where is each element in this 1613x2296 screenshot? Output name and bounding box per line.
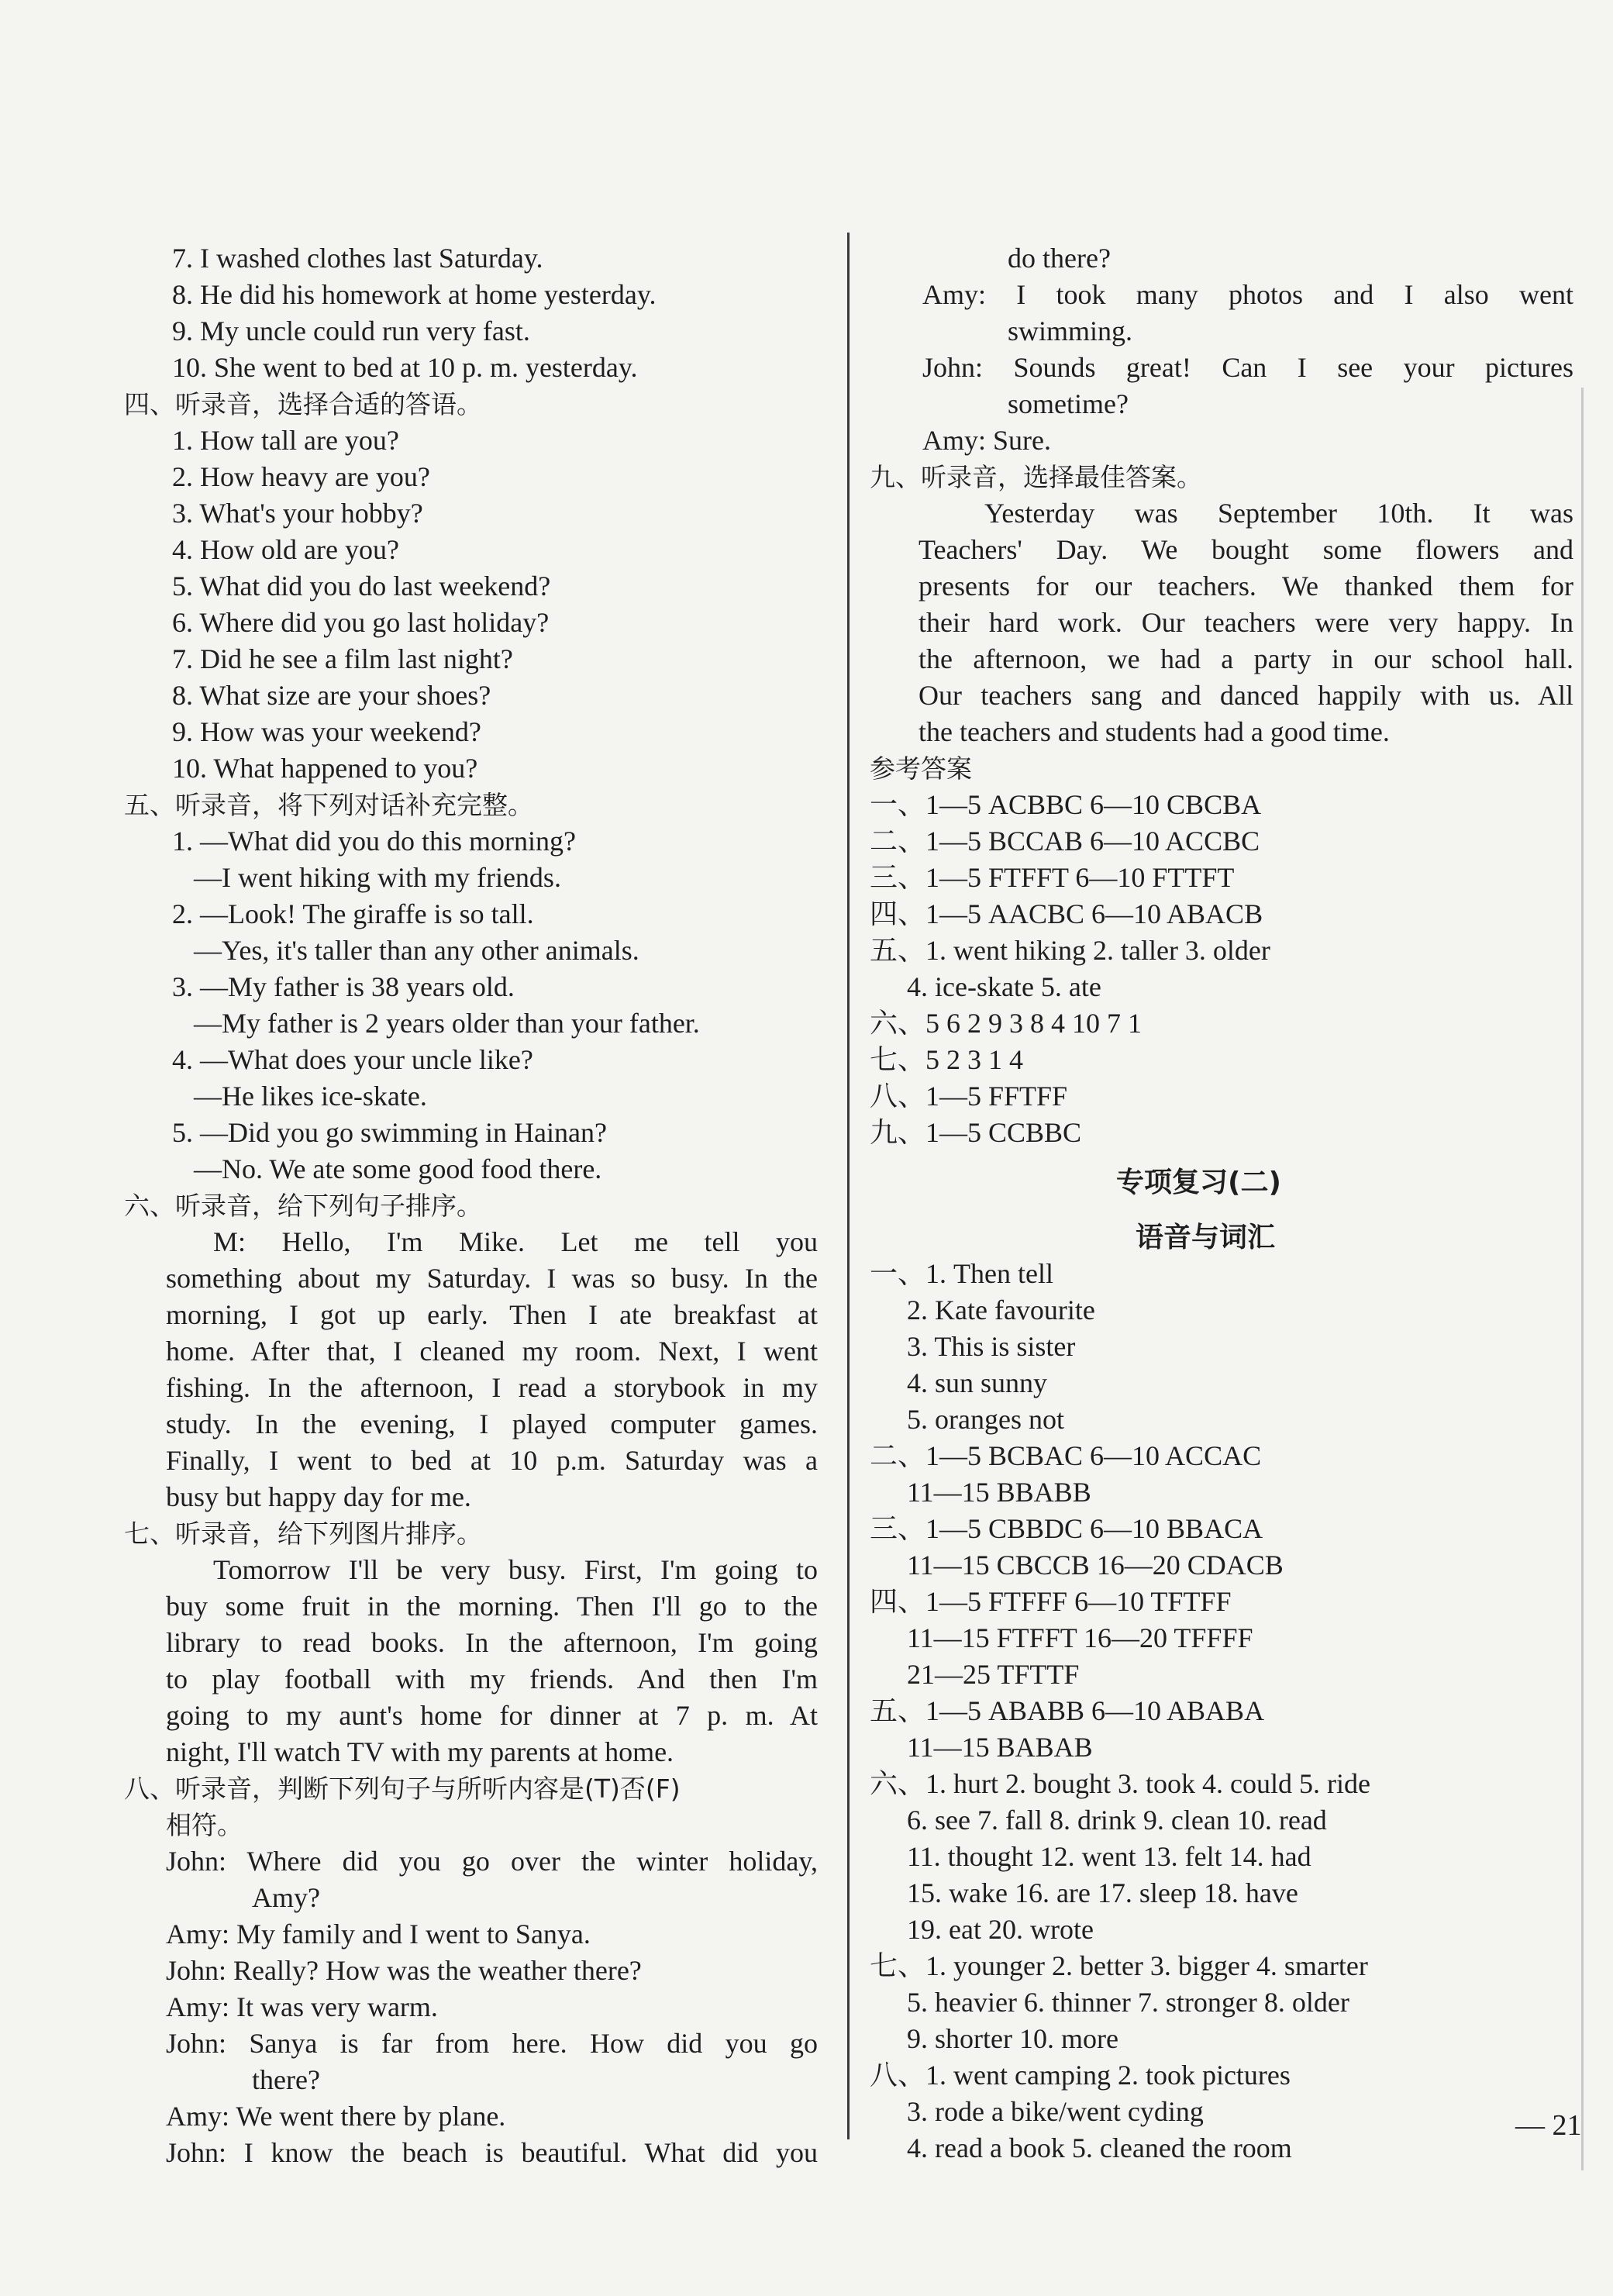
text-line: —No. We ate some good food there. xyxy=(194,1153,602,1184)
section-heading: 七、听录音，给下列图片排序。 xyxy=(124,1519,482,1549)
text-line: Teachers' Day. We bought some flowers and xyxy=(919,534,1573,565)
text-line: Our teachers sang and danced happily with us. All xyxy=(919,680,1573,711)
text-line: library to read books. In the afternoon, I'm going xyxy=(166,1627,818,1658)
text-line: 3. What's your hobby? xyxy=(172,498,423,529)
text-line: Amy? xyxy=(252,1882,320,1913)
text-line: 三、1—5 FTFFT 6—10 FTTFT xyxy=(870,862,1235,893)
text-line: 二、1—5 BCCAB 6—10 ACCBC xyxy=(870,826,1260,857)
text-line: Amy: Sure. xyxy=(922,425,1051,456)
section-heading: 参考答案 xyxy=(870,753,972,784)
text-line: 19. eat 20. wrote xyxy=(907,1914,1094,1945)
text-line: 七、5 2 3 1 4 xyxy=(870,1044,1024,1075)
text-line: 一、1. Then tell xyxy=(870,1258,1053,1289)
text-line: —Yes, it's taller than any other animals. xyxy=(194,935,639,966)
text-line: —He likes ice-skate. xyxy=(194,1081,427,1112)
text-line: busy but happy day for me. xyxy=(166,1481,471,1512)
text-line: 9. How was your weekend? xyxy=(172,716,481,747)
text-line: morning, I got up early. Then I ate breakfast at xyxy=(166,1299,818,1330)
text-line: 7. Did he see a film last night? xyxy=(172,643,513,674)
section-heading: 六、听录音，给下列句子排序。 xyxy=(124,1191,482,1221)
text-line: M: Hello, I'm Mike. Let me tell you xyxy=(213,1226,818,1257)
text-line: night, I'll watch TV with my parents at home. xyxy=(166,1736,674,1767)
text-line: John: Where did you go over the winter holiday, xyxy=(166,1846,818,1877)
text-line: 9. shorter 10. more xyxy=(907,2023,1118,2054)
text-line: buy some fruit in the morning. Then I'll go to the xyxy=(166,1591,818,1622)
text-line: 11—15 BABAB xyxy=(907,1732,1093,1763)
text-line: —My father is 2 years older than your father. xyxy=(194,1008,700,1039)
text-line: 4. —What does your uncle like? xyxy=(172,1044,533,1075)
text-line: 10. What happened to you? xyxy=(172,753,478,784)
text-line: Amy: My family and I went to Sanya. xyxy=(166,1919,591,1950)
text-line: 六、5 6 2 9 3 8 4 10 7 1 xyxy=(870,1008,1143,1039)
text-line: 九、1—5 CCBBC xyxy=(870,1117,1082,1148)
text-line: 3. This is sister xyxy=(907,1331,1076,1362)
text-line: sometime? xyxy=(1008,388,1129,419)
text-line: John: Really? How was the weather there? xyxy=(166,1955,642,1986)
text-line: 2. —Look! The giraffe is so tall. xyxy=(172,898,534,929)
column-divider xyxy=(847,233,850,2139)
text-line: 二、1—5 BCBAC 6—10 ACCAC xyxy=(870,1440,1262,1471)
text-line: study. In the evening, I played computer games. xyxy=(166,1408,818,1439)
text-line: Tomorrow I'll be very busy. First, I'm going to xyxy=(213,1554,818,1585)
text-line: 五、1. went hiking 2. taller 3. older xyxy=(870,935,1270,966)
text-line: 5. —Did you go swimming in Hainan? xyxy=(172,1117,607,1148)
section-heading: 相符。 xyxy=(166,1810,243,1840)
text-line: 9. My uncle could run very fast. xyxy=(172,315,530,346)
text-line: 2. Kate favourite xyxy=(907,1295,1095,1326)
text-line: 六、1. hurt 2. bought 3. took 4. could 5. ride xyxy=(870,1768,1370,1799)
text-line: 4. read a book 5. cleaned the room xyxy=(907,2132,1292,2163)
text-line: their hard work. Our teachers were very happy. In xyxy=(919,607,1573,638)
page-number: — 21 xyxy=(1515,2109,1582,2142)
text-line: 2. How heavy are you? xyxy=(172,461,430,492)
text-line: 4. sun sunny xyxy=(907,1367,1048,1398)
text-line: 4. How old are you? xyxy=(172,534,399,565)
text-line: 四、1—5 FTFFF 6—10 TFTFF xyxy=(870,1586,1232,1617)
text-line: 1. —What did you do this morning? xyxy=(172,826,576,857)
text-line: Amy: It was very warm. xyxy=(166,1991,438,2022)
section-heading: 五、听录音，将下列对话补充完整。 xyxy=(124,790,533,820)
text-line: Amy: We went there by plane. xyxy=(166,2101,506,2132)
text-line: going to my aunt's home for dinner at 7 p. m. At xyxy=(166,1700,818,1731)
section-heading: 八、听录音，判断下列句子与所听内容是(T)否(F) xyxy=(124,1774,681,1804)
text-line: Amy: I took many photos and I also went xyxy=(922,279,1573,310)
text-line: 15. wake 16. are 17. sleep 18. have xyxy=(907,1877,1298,1908)
section-heading: 专项复习(二) xyxy=(1116,1167,1281,1198)
text-line: home. After that, I cleaned my room. Next, I went xyxy=(166,1336,818,1367)
text-line: there? xyxy=(252,2064,320,2095)
text-line: 10. She went to bed at 10 p. m. yesterday. xyxy=(172,352,638,383)
text-line: 8. What size are your shoes? xyxy=(172,680,491,711)
text-line: Finally, I went to bed at 10 p.m. Saturday was a xyxy=(166,1445,818,1476)
section-heading: 九、听录音，选择最佳答案。 xyxy=(870,462,1202,492)
page-edge-line xyxy=(1581,388,1584,2170)
text-line: 3. —My father is 38 years old. xyxy=(172,971,515,1002)
text-line: 6. see 7. fall 8. drink 9. clean 10. read xyxy=(907,1805,1327,1836)
text-line: the teachers and students had a good time. xyxy=(919,716,1390,747)
text-line: 11—15 BBABB xyxy=(907,1477,1091,1508)
text-line: swimming. xyxy=(1008,315,1133,346)
text-line: 1. How tall are you? xyxy=(172,425,399,456)
text-line: 21—25 TFTTF xyxy=(907,1659,1080,1690)
text-line: —I went hiking with my friends. xyxy=(194,862,561,893)
text-line: John: I know the beach is beautiful. What did you xyxy=(166,2137,818,2168)
text-line: 八、1. went camping 2. took pictures xyxy=(870,2060,1291,2091)
text-line: 5. oranges not xyxy=(907,1404,1064,1435)
text-line: 3. rode a bike/went cyding xyxy=(907,2096,1204,2127)
text-line: 五、1—5 ABABB 6—10 ABABA xyxy=(870,1695,1265,1726)
text-line: John: Sanya is far from here. How did you go xyxy=(166,2028,818,2059)
text-line: do there? xyxy=(1008,243,1111,274)
text-line: John: Sounds great! Can I see your pictures xyxy=(922,352,1573,383)
text-line: 6. Where did you go last holiday? xyxy=(172,607,550,638)
text-line: to play football with my friends. And then I'm xyxy=(166,1663,818,1694)
text-line: 四、1—5 AACBC 6—10 ABACB xyxy=(870,898,1263,929)
text-line: 4. ice-skate 5. ate xyxy=(907,971,1101,1002)
text-line: 八、1—5 FFTFF xyxy=(870,1081,1068,1112)
text-line: 三、1—5 CBBDC 6—10 BBACA xyxy=(870,1513,1263,1544)
text-line: 7. I washed clothes last Saturday. xyxy=(172,243,543,274)
text-line: 七、1. younger 2. better 3. bigger 4. smarter xyxy=(870,1950,1368,1981)
text-line: Yesterday was September 10th. It was xyxy=(984,498,1573,529)
text-line: 11—15 CBCCB 16—20 CDACB xyxy=(907,1550,1284,1581)
text-line: 11. thought 12. went 13. felt 14. had xyxy=(907,1841,1311,1872)
text-line: 11—15 FTFFT 16—20 TFFFF xyxy=(907,1622,1253,1653)
text-line: something about my Saturday. I was so busy. In the xyxy=(166,1263,818,1294)
text-line: 一、1—5 ACBBC 6—10 CBCBA xyxy=(870,789,1262,820)
text-line: presents for our teachers. We thanked them for xyxy=(919,571,1573,602)
section-heading: 四、听录音，选择合适的答语。 xyxy=(124,389,482,419)
text-line: the afternoon, we had a party in our school hall. xyxy=(919,643,1573,674)
text-line: 5. What did you do last weekend? xyxy=(172,571,551,602)
text-line: 8. He did his homework at home yesterday. xyxy=(172,279,657,310)
section-heading: 语音与词汇 xyxy=(1136,1222,1276,1253)
text-line: 5. heavier 6. thinner 7. stronger 8. older xyxy=(907,1987,1349,2018)
text-line: fishing. In the afternoon, I read a storybook in my xyxy=(166,1372,818,1403)
